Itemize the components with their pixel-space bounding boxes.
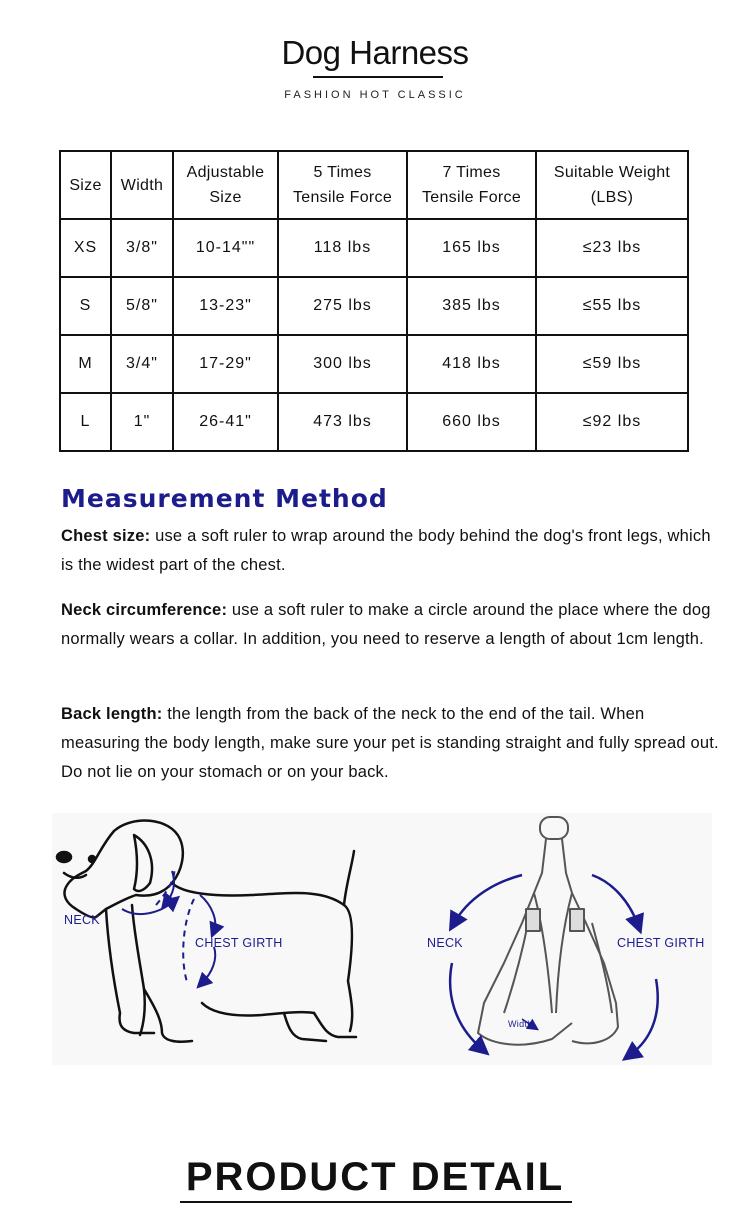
cell-width: 3/8" [111,219,173,277]
neck-text: use a soft ruler to make a circle around the place where the dog normally wears a collar. In addition, you need to reserve a length of about 1cm length. [61,601,711,648]
cell-tensile7: 660 lbs [407,393,536,451]
cell-tensile5: 118 lbs [278,219,407,277]
table-row [60,335,688,393]
col-header-5x-tensile: 5 Times Tensile Force [278,151,407,219]
cell-weight: ≤55 lbs [536,277,688,335]
harness-outline [478,817,618,1045]
cell-weight: ≤92 lbs [536,393,688,451]
col-header-suitable-weight: Suitable Weight (LBS) [536,151,688,219]
table-header-row [60,151,688,219]
col-header-adjustable-size: Adjustable Size [173,151,278,219]
col-header-7x-tensile: 7 Times Tensile Force [407,151,536,219]
size-chart-table [59,150,689,452]
cell-weight: ≤59 lbs [536,335,688,393]
product-detail-heading: PRODUCT DETAIL [185,1155,565,1199]
page-title: Dog Harness [281,34,469,71]
table-row [60,219,688,277]
back-length-label: Back length: [61,705,163,723]
harness-neck-label: NECK [427,936,463,950]
back-length-text: the length from the back of the neck to the end of the tail. When measuring the body length, make sure your pet is standing straight and fully spread out. Do not lie on your stomach or on your back. [61,705,719,781]
col-header-size: Size [60,151,111,219]
cell-tensile7: 165 lbs [407,219,536,277]
cell-tensile5: 300 lbs [278,335,407,393]
header [0,0,750,130]
harness-chest-girth-label: CHEST GIRTH [617,936,705,950]
neck-label: Neck circumference: [61,601,228,619]
illustration-drawing [52,813,712,1065]
measurement-heading: Measurement Method [61,484,388,513]
harness-arrows [450,875,658,1055]
cell-size: S [60,277,111,335]
dog-outline [57,821,356,1042]
measurement-method-section [61,484,721,781]
cell-adjustable: 26-41" [173,393,278,451]
cell-tensile5: 473 lbs [278,393,407,451]
cell-tensile7: 418 lbs [407,335,536,393]
cell-weight: ≤23 lbs [536,219,688,277]
cell-tensile5: 275 lbs [278,277,407,335]
page-subtitle: FASHION HOT CLASSIC [284,89,466,101]
cell-size: XS [60,219,111,277]
chest-size-text: use a soft ruler to wrap around the body behind the dog's front legs, which is the widest part of the chest. [61,527,711,574]
table-row [60,393,688,451]
table-row [60,277,688,335]
product-detail-underline [180,1201,572,1203]
cell-width: 5/8" [111,277,173,335]
title-underline [313,76,443,78]
chest-size-paragraph [61,522,711,580]
cell-size: M [60,335,111,393]
measurement-illustration [52,813,712,1065]
cell-adjustable: 10-14"" [173,219,278,277]
cell-adjustable: 13-23" [173,277,278,335]
harness-width-label: Width [508,1019,533,1029]
dog-neck-label: NECK [64,913,100,927]
cell-width: 1" [111,393,173,451]
dog-chest-girth-label: CHEST GIRTH [195,936,283,950]
col-header-width: Width [111,151,173,219]
cell-adjustable: 17-29" [173,335,278,393]
chest-size-label: Chest size: [61,527,151,545]
cell-size: L [60,393,111,451]
back-length-paragraph [61,700,721,787]
cell-tensile7: 385 lbs [407,277,536,335]
neck-paragraph [61,596,721,654]
cell-width: 3/4" [111,335,173,393]
